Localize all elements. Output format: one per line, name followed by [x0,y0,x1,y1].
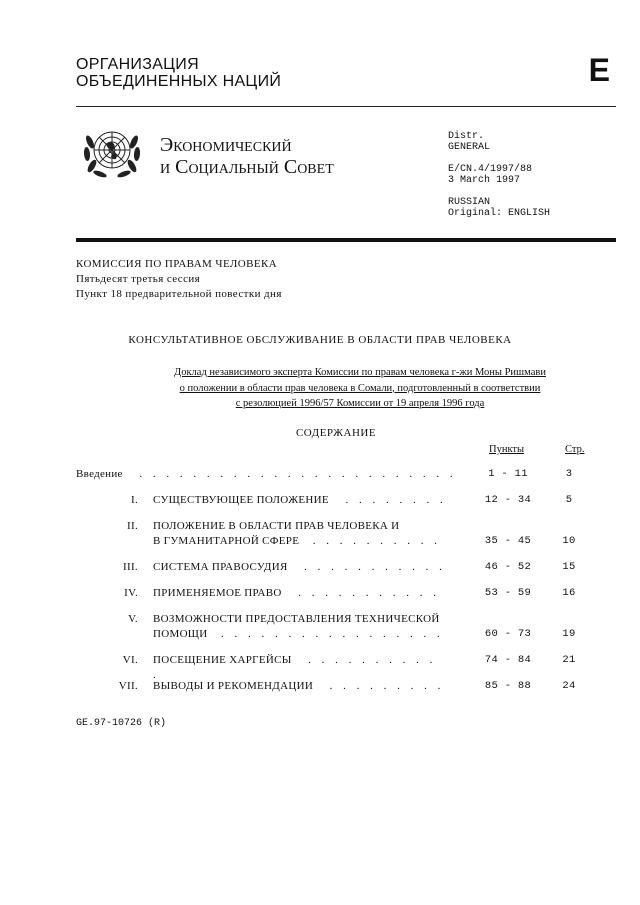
report-title-line3: с резолюцией 1996/57 Комиссии от 19 апреля 1996 года [235,398,485,409]
toc-entry-title: СИСТЕМА ПРАВОСУДИЯ [153,561,288,573]
thick-divider [76,238,616,242]
language-letter: E [588,52,610,88]
toc-entry-title-continued: ПОМОЩИ [153,628,208,640]
document-metadata [448,131,550,219]
commission-info [76,257,282,302]
document-date: 3 March 1997 [448,175,521,186]
distribution-label: Distr. [448,131,485,142]
toc-entry-number: V. [128,613,138,625]
toc-entry-page: 19 [562,628,576,640]
toc-entry-title: СУЩЕСТВУЮЩЕЕ ПОЛОЖЕНИЕ [153,494,329,506]
document-symbol: E/CN.4/1997/88 [448,164,533,175]
organization-name-line2: ОБЪЕДИНЕННЫХ НАЦИЙ [76,73,282,90]
toc-entry-paragraphs: 60 - 73 [484,628,532,640]
header-divider [76,106,616,107]
toc-entry-paragraphs: 35 - 45 [484,535,532,547]
report-title [80,365,640,412]
toc-entry-number: VI. [122,654,138,666]
toc-entry-number: II. [127,520,138,532]
un-emblem-icon [78,120,146,180]
commission-name: КОМИССИЯ ПО ПРАВАМ ЧЕЛОВЕКА [76,258,278,270]
page-column-header: Стр. [565,444,585,455]
toc-entry-page: 3 [565,468,573,480]
agenda-item: Пункт 18 предварительной повестки дня [76,288,282,300]
document-heading: КОНСУЛЬТАТИВНОЕ ОБСЛУЖИВАНИЕ В ОБЛАСТИ ПРАВ ЧЕЛОВЕКА [128,334,512,346]
toc-entry-title: ВЫВОДЫ И РЕКОМЕНДАЦИИ [153,680,314,692]
organization-name-line1: ОРГАНИЗАЦИЯ [76,56,199,73]
toc-entry-title: ВОЗМОЖНОСТИ ПРЕДОСТАВЛЕНИЯ ТЕХНИЧЕСКОЙ [153,613,440,625]
toc-entry-title: Введение [76,468,123,480]
job-number: GE.97-10726 (R) [76,718,167,729]
session-name: Пятьдесят третья сессия [76,273,201,285]
document-language: RUSSIAN [448,197,491,208]
distribution-value: GENERAL [448,142,491,153]
toc-entry-title: ПОЛОЖЕНИЕ В ОБЛАСТИ ПРАВ ЧЕЛОВЕКА И [153,520,400,532]
toc-entry-page: 16 [562,587,576,599]
council-name [160,134,334,178]
toc-entry-paragraphs: 74 - 84 [484,654,532,666]
toc-entry-paragraphs: 1 - 11 [488,468,528,480]
original-language: Original: ENGLISH [448,208,551,219]
report-title-line2: о положении в области прав человека в Сомали, подготовленный в соответствии [179,382,541,394]
organization-name [76,56,281,90]
toc-entry-page: 24 [562,680,576,692]
council-name-line1: Экономический [160,134,292,156]
toc-entry-paragraphs: 46 - 52 [484,561,532,573]
toc-entry-page: 21 [562,654,576,666]
toc-entry-number: I. [130,494,138,506]
toc-entry-number: III. [123,561,138,573]
toc-entry-paragraphs: 53 - 59 [484,587,532,599]
toc-entry-paragraphs: 85 - 88 [484,680,532,692]
toc-entry-number: VII. [118,680,138,692]
toc-entry-page: 10 [562,535,576,547]
toc-entry-title: ПРИМЕНЯЕМОЕ ПРАВО [153,587,282,599]
report-title-line1: Доклад независимого эксперта Комиссии по правам человека г-жи Моны Ришмави [174,367,546,378]
paragraphs-column-header: Пункты [489,444,525,455]
toc-entry-page: 15 [562,561,576,573]
toc-entry-paragraphs: 12 - 34 [484,494,532,506]
contents-title: СОДЕРЖАНИЕ [295,427,377,439]
toc-entry-number: IV. [124,587,138,599]
toc-entry-title: ПОСЕЩЕНИЕ ХАРГЕЙСЫ [153,654,292,666]
toc-entry-page: 5 [565,494,573,506]
toc-entry-title-continued: В ГУМАНИТАРНОЙ СФЕРЕ [153,535,300,547]
council-name-line2: и Социальный Совет [160,156,334,178]
